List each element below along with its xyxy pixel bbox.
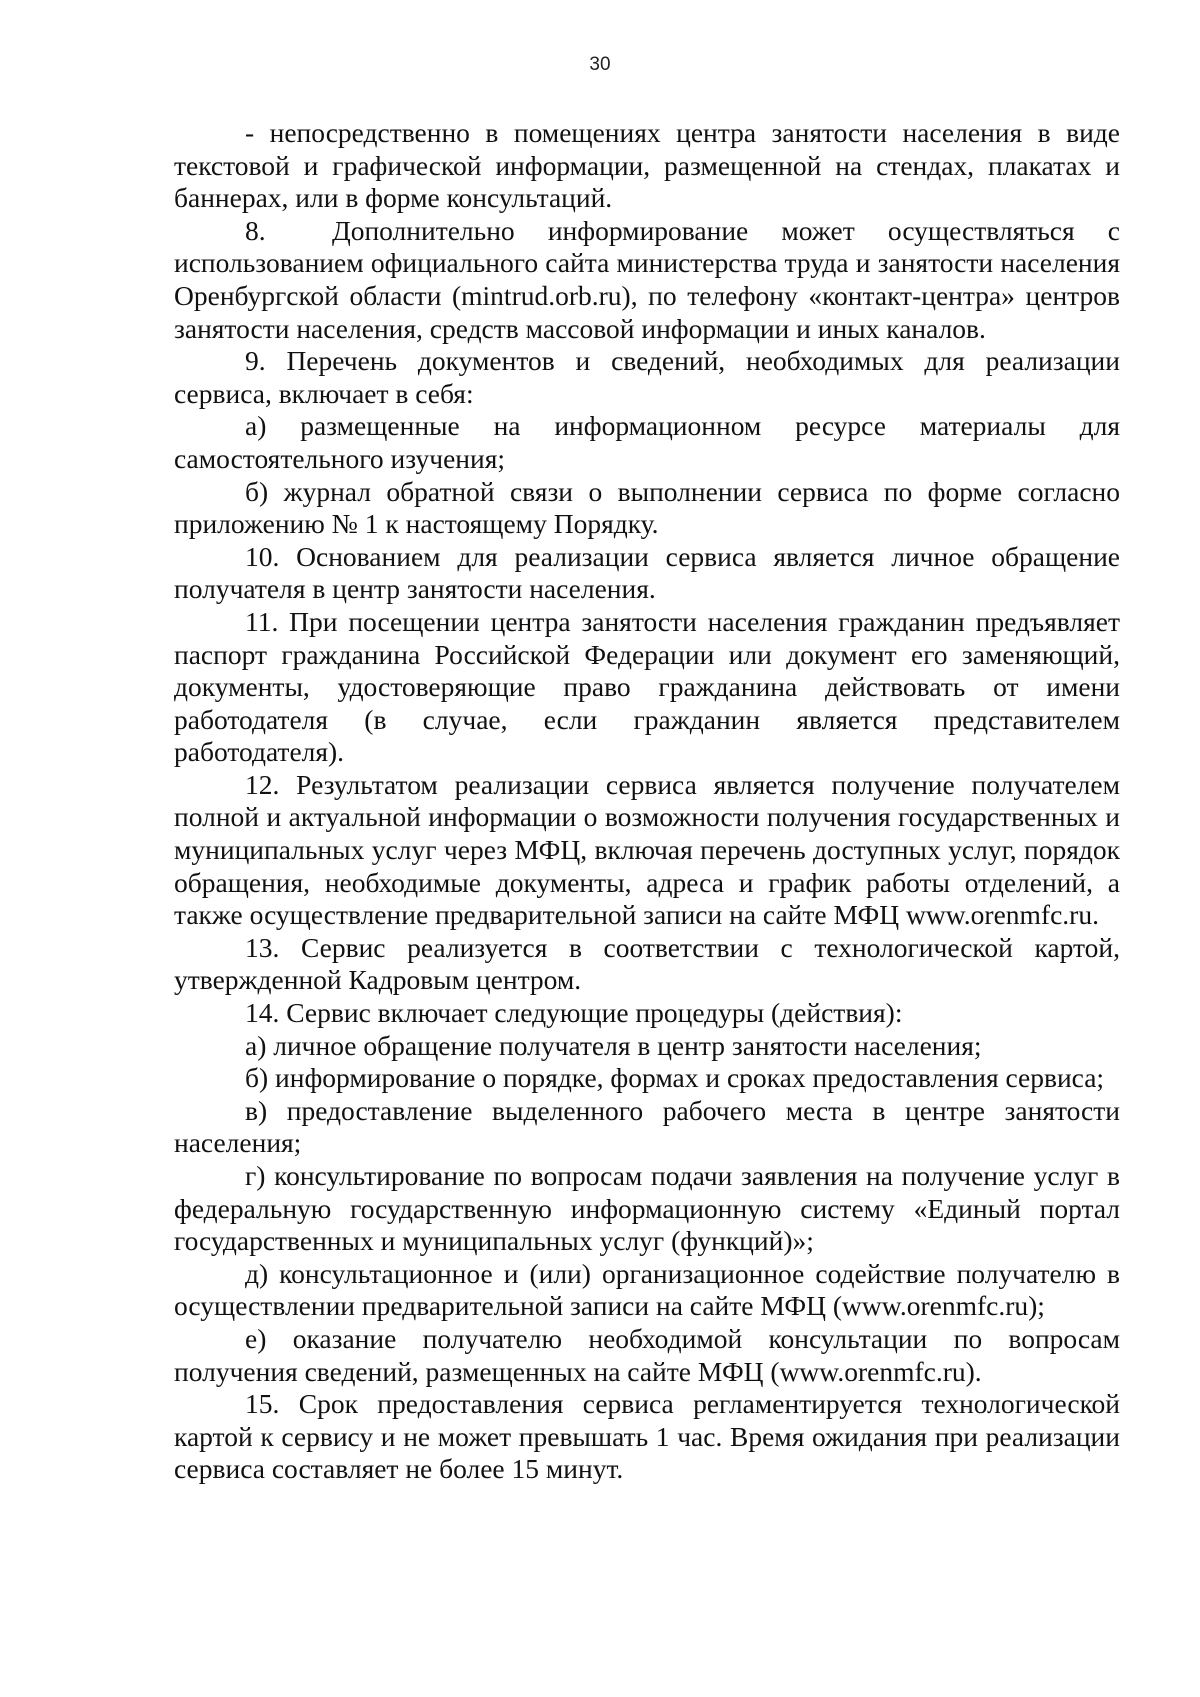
paragraph: а) размещенные на информационном ресурсе материалы для самостоятельного изучения; — [174, 410, 1120, 474]
paragraph: е) оказание получателю необходимой консультации по вопросам получения сведений, размещенных на сайте МФЦ (www.orenmfc.ru). — [174, 1322, 1120, 1387]
paragraph: 13. Сервис реализуется в соответствии с технологической картой, утвержденной Кадровым центром. — [174, 931, 1120, 996]
paragraph: д) консультационное и (или) организационное содействие получателю в осуществлении предварительной записи на сайте МФЦ (www.orenmfc.ru); — [174, 1257, 1120, 1322]
paragraph: 11. При посещении центра занятости населения гражданин предъявляет паспорт гражданина Российской Федерации или документ его заменяющий, документы, удостоверяющие право гражданина действовать от имени работодателя (в случае, если гражданин является представителем работодателя). — [174, 605, 1120, 768]
paragraph: 9. Перечень документов и сведений, необходимых для реализации сервиса, включает в себя: — [174, 345, 1120, 409]
paragraph: - непосредственно в помещениях центра занятости населения в виде текстовой и графической информации, размещенной на стендах, плакатах и баннерах, или в форме консультаций. — [174, 117, 1120, 214]
paragraph: в) предоставление выделенного рабочего места в центре занятости населения; — [174, 1094, 1120, 1159]
paragraph: 14. Сервис включает следующие процедуры (действия): — [245, 997, 903, 1029]
paragraph: 8. Дополнительно информирование может осуществляться с использованием официального сайта министерства труда и занятости населения Оренбургской области (mintrud.orb.ru), по телефону «контакт-центра» центров занятости населения, средств массовой информации и иных каналов. — [174, 214, 1120, 344]
paragraph: 15. Срок предоставления сервиса регламентируется технологической картой к сервису и не может превышать 1 час. Время ожидания при реализации сервиса составляет не более 15 минут. — [174, 1388, 1120, 1485]
paragraph: 12. Результатом реализации сервиса является получение получателем полной и актуальной информации о возможности получения государственных и муниципальных услуг через МФЦ, включая перечень доступных услуг, порядок обращения, необходимые документы, адреса и график работы отделений, а также осуществление предварительной записи на сайте МФЦ www.orenmfc.ru. — [174, 768, 1120, 931]
paragraph: 10. Основанием для реализации сервиса является личное обращение получателя в центр занятости населения. — [174, 540, 1120, 605]
paragraph: б) информирование о порядке, формах и сроках предоставления сервиса; — [245, 1062, 1105, 1094]
paragraph: г) консультирование по вопросам подачи заявления на получение услуг в федеральную государственную информационную систему «Единый портал государственных и муниципальных услуг (функций)»; — [174, 1160, 1120, 1257]
document-body — [174, 117, 1120, 1486]
page-number: 30 — [589, 54, 611, 75]
paragraph: а) личное обращение получателя в центр занятости населения; — [245, 1029, 982, 1061]
paragraph: б) журнал обратной связи о выполнении сервиса по форме согласно приложению № 1 к настоящему Порядку. — [174, 475, 1120, 540]
